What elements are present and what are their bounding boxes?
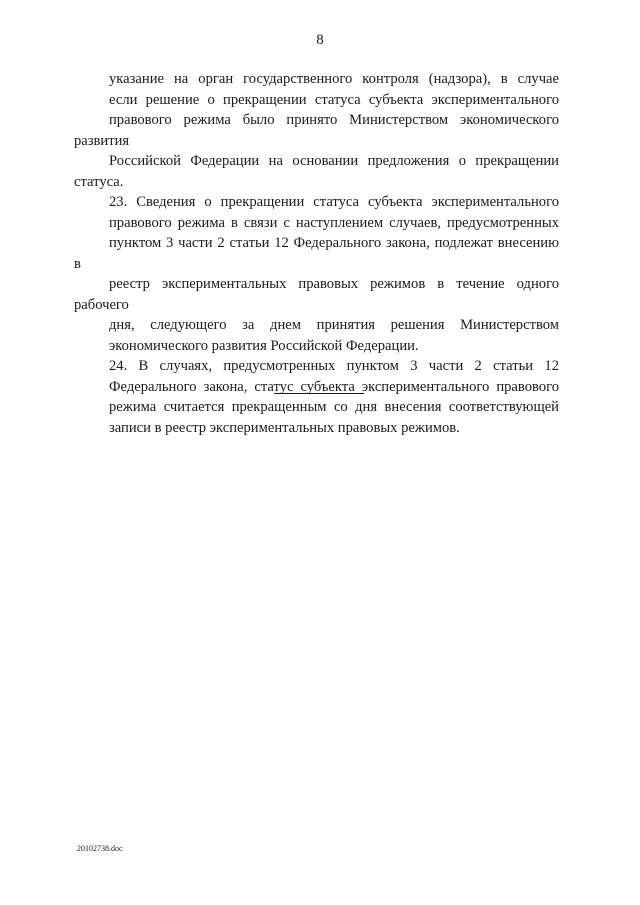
text-line: указание на орган государственного контроля (надзора), в случае xyxy=(109,71,559,87)
end-separator-line xyxy=(274,393,364,394)
text-line: Федерального закона, статус субъекта экспериментального правового xyxy=(109,378,559,395)
text-line: пунктом 3 части 2 статьи 12 Федерального закона, подлежат внесению в xyxy=(74,235,559,272)
text-line: экономического развития Российской Федерации. xyxy=(109,337,419,354)
text-line: если решение о прекращении статуса субъекта экспериментального xyxy=(109,91,559,108)
document-body xyxy=(74,69,559,438)
paragraph-24 xyxy=(74,356,559,438)
text-line: 24. В случаях, предусмотренных пунктом 3 части 2 статьи 12 xyxy=(109,358,559,374)
page-number: 8 xyxy=(316,32,324,48)
footer-file-name: 20102738.doc xyxy=(77,844,123,853)
text-line: реестр экспериментальных правовых режимов в течение одного рабочего xyxy=(74,276,559,313)
paragraph-status-authority xyxy=(74,69,559,192)
text-line: режима считается прекращенным со дня внесения соответствующей xyxy=(109,399,559,415)
text-line: записи в реестр экспериментальных правовых режимов. xyxy=(109,419,460,436)
text-line: правового режима было принято Министерством экономического развития xyxy=(74,112,559,149)
paragraph-23 xyxy=(74,192,559,356)
text-line: правового режима в связи с наступлением случаев, предусмотренных xyxy=(109,214,559,231)
text-line: 23. Сведения о прекращении статуса субъекта экспериментального xyxy=(109,194,559,210)
text-line: дня, следующего за днем принятия решения Министерством xyxy=(109,317,559,333)
text-line: Российской Федерации на основании предложения о прекращении статуса. xyxy=(74,153,559,190)
